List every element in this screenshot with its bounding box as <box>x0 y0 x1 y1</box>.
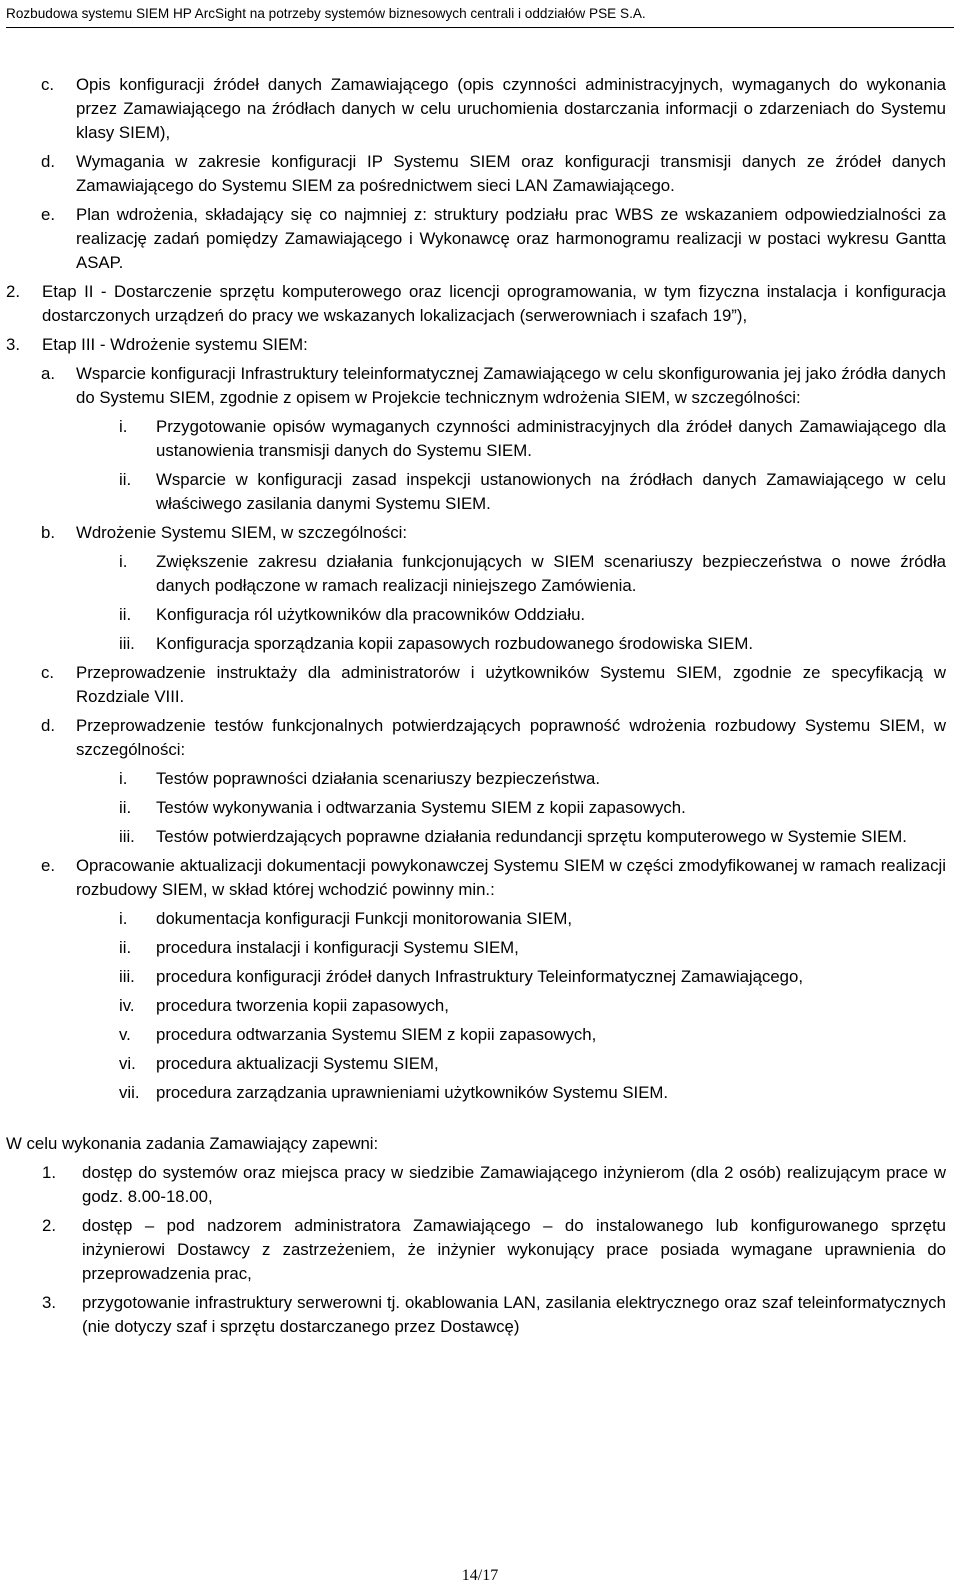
list-item <box>119 415 946 463</box>
list-item <box>119 603 946 627</box>
list-item <box>42 1214 946 1286</box>
list-marker: ii. <box>119 938 132 957</box>
top-list <box>6 73 946 275</box>
list-text: Przeprowadzenie instruktaży dla administratorów i użytkowników Systemu SIEM, zgodnie ze specyfikacją w Rozdziale VIII. <box>76 663 946 706</box>
list-marker: d. <box>41 716 55 735</box>
list-item <box>119 468 946 516</box>
document-body <box>6 73 946 1344</box>
list-item <box>119 907 946 931</box>
list-marker: i. <box>119 909 128 928</box>
list-item <box>41 73 946 145</box>
list-marker: c. <box>41 663 55 682</box>
list-item <box>119 1052 946 1076</box>
stage-3-d <box>41 714 946 762</box>
list-item <box>42 1161 946 1209</box>
list-marker: vi. <box>119 1054 136 1073</box>
list-marker: ii. <box>119 798 132 817</box>
stage-3-e <box>41 854 946 902</box>
intro-paragraph: W celu wykonania zadania Zamawiający zapewni: <box>6 1134 379 1153</box>
list-marker: 3. <box>42 1293 56 1312</box>
list-marker: i. <box>119 769 128 788</box>
list-text: procedura instalacji i konfiguracji Systemu SIEM, <box>156 938 519 957</box>
list-item <box>41 150 946 198</box>
list-marker: ii. <box>119 470 132 489</box>
list-marker: c. <box>41 75 55 94</box>
list-text: przygotowanie infrastruktury serwerowni tj. okablowania LAN, zasilania elektrycznego oraz szaf teleinformatycznych (nie dotyczy szaf i sprzętu dostarczanego przez Dostawcę) <box>82 1293 946 1336</box>
list-item <box>119 994 946 1018</box>
list-marker: ii. <box>119 605 132 624</box>
list-marker: 1. <box>42 1163 56 1182</box>
list-item <box>119 1023 946 1047</box>
stage-3-a <box>41 362 946 410</box>
list-text: Testów wykonywania i odtwarzania Systemu SIEM z kopii zapasowych. <box>156 798 686 817</box>
page-number: 14/17 <box>461 1567 499 1584</box>
list-marker: e. <box>41 205 55 224</box>
list-item <box>119 550 946 598</box>
list-text: Wsparcie konfiguracji Infrastruktury teleinformatycznej Zamawiającego w celu skonfigurowania jej jako źródła danych do Systemu SIEM, zgodnie z opisem w Projekcie technicznym wdrożenia SIEM, w szczególności: <box>76 364 946 407</box>
list-text: Etap III - Wdrożenie systemu SIEM: <box>42 335 308 354</box>
list-text: procedura tworzenia kopii zapasowych, <box>156 996 449 1015</box>
list-marker: i. <box>119 417 128 436</box>
list-text: procedura aktualizacji Systemu SIEM, <box>156 1054 439 1073</box>
list-text: Wdrożenie Systemu SIEM, w szczególności: <box>76 523 408 542</box>
list-text: dostęp do systemów oraz miejsca pracy w siedzibie Zamawiającego inżynierom (dla 2 osób) realizującym prace w godz. 8.00-18.00, <box>82 1163 946 1206</box>
list-item <box>119 632 946 656</box>
list-text: Testów poprawności działania scenariuszy bezpieczeństwa. <box>156 769 600 788</box>
list-item <box>41 203 946 275</box>
list-marker: 2. <box>42 1216 56 1235</box>
list-marker: d. <box>41 152 55 171</box>
list-marker: e. <box>41 856 55 875</box>
list-marker: iii. <box>119 967 135 986</box>
stage-3-b <box>41 521 946 545</box>
list-text: dostęp – pod nadzorem administratora Zamawiającego – do instalowanego lub konfigurowanego sprzętu inżynierowi Dostawcy z zastrzeżeniem, że inżynier wykonujący prace posiada wymagane uprawnienia do przeprowadzenia prac, <box>82 1216 946 1283</box>
list-marker: vii. <box>119 1083 140 1102</box>
list-item <box>119 936 946 960</box>
list-marker: v. <box>119 1025 131 1044</box>
list-text: procedura zarządzania uprawnieniami użytkowników Systemu SIEM. <box>156 1083 669 1102</box>
list-text: Przygotowanie opisów wymaganych czynności administracyjnych dla źródeł danych Zamawiającego dla ustanowienia transmisji danych do Systemu SIEM. <box>156 417 946 460</box>
list-text: Opracowanie aktualizacji dokumentacji powykonawczej Systemu SIEM w części zmodyfikowanej w ramach realizacji rozbudowy SIEM, w skład której wchodzić powinny min.: <box>76 856 946 899</box>
list-text: procedura odtwarzania Systemu SIEM z kopii zapasowych, <box>156 1025 597 1044</box>
list-item <box>119 825 946 849</box>
list-item <box>119 767 946 791</box>
list-text: procedura konfiguracji źródeł danych Infrastruktury Teleinformatycznej Zamawiającego, <box>156 967 804 986</box>
list-text: Przeprowadzenie testów funkcjonalnych potwierdzających poprawność wdrożenia rozbudowy Systemu SIEM, w szczególności: <box>76 716 946 759</box>
list-marker: a. <box>41 364 55 383</box>
list-item <box>119 796 946 820</box>
page-header: Rozbudowa systemu SIEM HP ArcSight na potrzeby systemów biznesowych centrali i oddziałów PSE S.A. <box>6 5 954 28</box>
list-text: dokumentacja konfiguracji Funkcji monitorowania SIEM, <box>156 909 572 928</box>
list-marker: i. <box>119 552 128 571</box>
list-text: Konfiguracja ról użytkowników dla pracowników Oddziału. <box>156 605 586 624</box>
list-item <box>119 965 946 989</box>
list-text: Testów potwierdzających poprawne działania redundancji sprzętu komputerowego w Systemie SIEM. <box>156 827 907 846</box>
list-marker: 2. <box>6 282 20 301</box>
list-text: Zwiększenie zakresu działania funkcjonujących w SIEM scenariuszy bezpieczeństwa o nowe źródła danych podłączone w ramach realizacji niniejszego Zamówienia. <box>156 552 946 595</box>
list-text: Opis konfiguracji źródeł danych Zamawiającego (opis czynności administracyjnych, wymaganych do wykonania przez Zamawiającego na źródłach danych w celu uruchomienia dostarczania informacji o zdarzeniach do Systemu klasy SIEM), <box>76 75 946 142</box>
list-text: Konfiguracja sporządzania kopii zapasowych rozbudowanego środowiska SIEM. <box>156 634 753 653</box>
stage-3-c <box>41 661 946 709</box>
list-item <box>119 1081 946 1105</box>
list-marker: 3. <box>6 335 20 354</box>
list-marker: iii. <box>119 827 135 846</box>
spacer <box>6 1110 946 1132</box>
list-item <box>42 1291 946 1339</box>
stage-2 <box>6 280 946 328</box>
list-marker: iii. <box>119 634 135 653</box>
list-marker: b. <box>41 523 55 542</box>
stage-3 <box>6 333 946 357</box>
list-text: Wsparcie w konfiguracji zasad inspekcji ustanowionych na źródłach danych Zamawiającego w celu właściwego zasilania danymi Systemu SIEM. <box>156 470 946 513</box>
list-text: Wymagania w zakresie konfiguracji IP Systemu SIEM oraz konfiguracji transmisji danych ze źródeł danych Zamawiającego do Systemu SIEM za pośrednictwem sieci LAN Zamawiającego. <box>76 152 946 195</box>
list-text: Plan wdrożenia, składający się co najmniej z: struktury podziału prac WBS ze wskazaniem odpowiedzialności za realizację zadań pomiędzy Zamawiającego i Wykonawcę oraz harmonogramu realizacji w postaci wykresu Gantta ASAP. <box>76 205 946 272</box>
list-marker: iv. <box>119 996 135 1015</box>
list-text: Etap II - Dostarczenie sprzętu komputerowego oraz licencji oprogramowania, w tym fizyczna instalacja i konfiguracja dostarczonych urządzeń do pracy we wskazanych lokalizacjach (serwerowniach i szafach 19”), <box>42 282 946 325</box>
